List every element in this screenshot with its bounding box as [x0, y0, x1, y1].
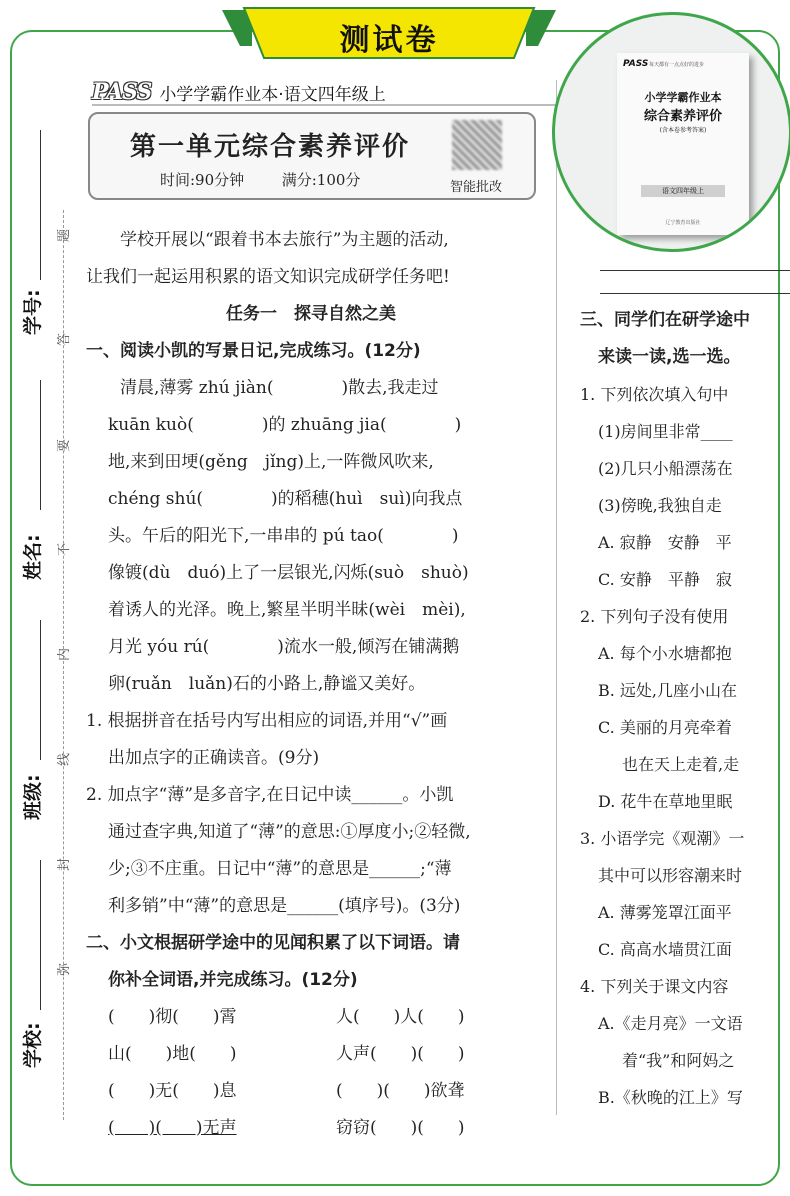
diary-line: 卵(ruǎn luǎn)石的小路上,静谧又美好。: [108, 674, 426, 694]
right-line: A.《走月亮》一文语: [598, 1014, 743, 1033]
right-line: A. 薄雾笼罩江面平: [598, 903, 732, 922]
seal-char: 封: [57, 857, 73, 872]
diary-line: chéng shú( )的稻穗(huì suì)向我点: [108, 489, 463, 509]
word-blank[interactable]: 人声( )( ): [336, 1044, 465, 1064]
right-line: B.《秋晚的江上》写: [598, 1088, 743, 1107]
diary-line: 着诱人的光泽。晚上,繁星半明半昧(wèi mèi),: [108, 600, 466, 620]
pass-logo: PASS: [92, 79, 152, 105]
book-subtitle: 综合素养评价: [643, 109, 722, 124]
full-score: 满分:100分: [281, 171, 361, 189]
qr-code-icon[interactable]: [452, 120, 502, 170]
word-row: [86, 999, 536, 1036]
right-line: (3)傍晚,我独自走: [598, 496, 722, 515]
exam-meta: [160, 169, 360, 190]
title-box: [88, 112, 536, 200]
seal-char: 答: [57, 332, 73, 347]
column-separator: [556, 80, 557, 1115]
seal-char: 要: [57, 438, 73, 453]
right-column: [580, 302, 790, 1116]
class-label: 班级:: [22, 774, 44, 820]
test-paper-banner: [222, 6, 556, 60]
book-grade: 语文四年级上: [641, 185, 725, 197]
diary-line: 地,来到田埂(gěng jǐng)上,一阵微风吹来,: [108, 452, 434, 472]
right-line: 3. 小语学完《观潮》一: [580, 829, 745, 848]
book-note: (含本卷参考答案): [659, 127, 707, 134]
name-line: [40, 380, 41, 510]
right-line: A. 每个小水塘都抱: [598, 644, 732, 663]
intro-line: 让我们一起运用积累的语文知识完成研学任务吧!: [86, 267, 450, 287]
binding-dashed-line: [63, 210, 64, 1120]
seal-char: 内: [57, 647, 73, 662]
main-content: [86, 222, 536, 1147]
right-line: C. 美丽的月亮牵着: [598, 718, 732, 737]
header-rule: [92, 104, 557, 106]
question-line: 通过查字典,知道了“薄”的意思:①厚度小;②轻微,: [108, 822, 471, 842]
right-line: (1)房间里非常____: [598, 422, 733, 441]
school-label: 学校:: [22, 1022, 44, 1068]
word-blank[interactable]: ( )( )欲聋: [336, 1081, 465, 1101]
word-blank[interactable]: 山( )地( ): [108, 1044, 237, 1064]
seal-char: 题: [57, 228, 73, 243]
seal-char: 线: [57, 752, 73, 767]
class-line: [40, 620, 41, 760]
name-label: 姓名:: [22, 534, 44, 580]
right-line: 来读一读,选一选。: [598, 347, 741, 367]
diary-line: 月光 yóu rú( )流水一般,倾泻在铺满鹅: [108, 637, 460, 657]
book-cover-preview: [552, 12, 790, 252]
word-blank[interactable]: ( )无( )息: [108, 1081, 237, 1101]
question-line: 利多销”中“薄”的意思是______(填序号)。(3分): [108, 896, 461, 916]
student-no-line: [40, 130, 41, 280]
seal-char: 不: [57, 542, 73, 557]
right-line: 其中可以形容潮来时: [598, 866, 743, 885]
school-line: [40, 860, 41, 1010]
diary-line: 像镀(dù duó)上了一层银光,闪烁(suò shuò): [108, 563, 469, 583]
book-logo: PASS: [623, 59, 649, 69]
right-line: B. 远处,几座小山在: [598, 681, 738, 700]
question-line: 2. 加点字“薄”是多音字,在日记中读______。小凯: [86, 785, 454, 805]
book-cover: [617, 53, 749, 235]
page-title: 第一单元综合素养评价: [130, 132, 411, 162]
book-publisher: 辽宁教育出版社: [665, 220, 701, 226]
diary-line: kuān kuò( )的 zhuāng jia( ): [108, 415, 462, 435]
right-line: 三、同学们在研学途中: [580, 310, 750, 330]
word-blank[interactable]: 窃窃( )( ): [336, 1118, 465, 1138]
word-blank[interactable]: 人( )人( ): [336, 1007, 465, 1027]
seal-char: 弥: [57, 962, 73, 977]
right-column-blank-lines: [580, 252, 790, 294]
book-top-text: 每天都有一点点好的进步: [649, 62, 705, 68]
word-row: [86, 1073, 536, 1110]
question-line: 出加点字的正确读音。(9分): [108, 748, 320, 768]
right-line: C. 安静 平静 寂: [598, 570, 732, 589]
right-line: C. 高高水墙贯江面: [598, 940, 732, 959]
right-line: 1. 下列依次填入句中: [580, 385, 729, 404]
right-line: 4. 下列关于课文内容: [580, 977, 729, 996]
word-row: [86, 1036, 536, 1073]
intro-line: 学校开展以“跟着书本去旅行”为主题的活动,: [120, 230, 449, 250]
diary-line: 清晨,薄雾 zhú jiàn( )散去,我走过: [120, 378, 439, 398]
right-line: 2. 下列句子没有使用: [580, 607, 729, 626]
question-line: 1. 根据拼音在括号内写出相应的词语,并用“√”画: [86, 711, 448, 731]
time-limit: 时间:90分钟: [160, 171, 245, 189]
right-line: (2)几只小船漂荡在: [598, 459, 733, 478]
student-no-label: 学号:: [22, 289, 44, 335]
word-blank[interactable]: ( )彻( )霄: [108, 1007, 237, 1027]
banner-label: 测试卷: [339, 23, 439, 58]
task-heading: 任务一 探寻自然之美: [226, 304, 396, 324]
series-header: [92, 78, 386, 106]
ai-grading-label: 智能批改: [450, 180, 503, 195]
word-blank[interactable]: ( )( )无声: [108, 1118, 237, 1138]
right-line: 着“我”和阿妈之: [622, 1051, 735, 1070]
diary-line: 头。午后的阳光下,一串串的 pú tao( ): [108, 526, 459, 546]
word-row: [86, 1110, 536, 1147]
section-heading: 二、小文根据研学途中的见闻积累了以下词语。请: [86, 933, 460, 953]
book-title: 小学学霸作业本: [644, 91, 722, 104]
section-heading: 一、阅读小凯的写景日记,完成练习。(12分): [86, 341, 421, 361]
series-title: 小学学霸作业本·语文四年级上: [159, 84, 386, 105]
right-line: A. 寂静 安静 平: [598, 533, 732, 552]
right-line: 也在天上走着,走: [622, 755, 740, 774]
right-line: D. 花牛在草地里眠: [598, 792, 733, 811]
question-line: 少;③不庄重。日记中“薄”的意思是______;“薄: [108, 859, 452, 879]
section-heading: 你补全词语,并完成练习。(12分): [108, 970, 358, 990]
